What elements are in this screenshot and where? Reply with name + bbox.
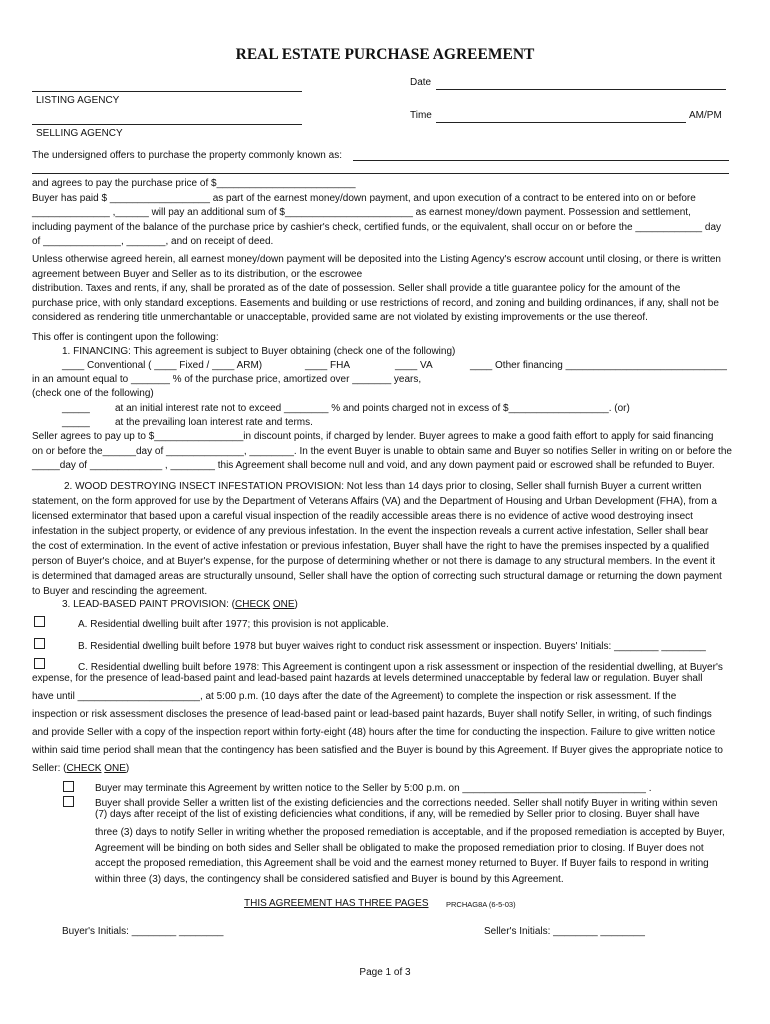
lead-line: have until ______________________, at 5:00 p.m. (10 days after the date of the Agreement) to complete the inspection or risk assessment. If the xyxy=(32,691,677,702)
property-label: The undersigned offers to purchase the property commonly known as: xyxy=(32,150,342,161)
page-number: Page 1 of 3 xyxy=(359,967,411,978)
lead-option-c-paragraph xyxy=(32,688,732,778)
va-option[interactable]: ____ VA xyxy=(395,360,433,371)
check-one-label: (check one of the following) xyxy=(32,388,154,399)
property-field-2[interactable] xyxy=(32,173,729,174)
lead-option-c-line2: expense, for the presence of lead-based paint and lead-based paint hazards at levels determined unacceptable by federal law or regulation. Buyer shall xyxy=(32,673,703,684)
financing-line: Seller agrees to pay up to $________________in discount points, if charged by lender. Buyer agrees to make a good faith effort to apply for said financing xyxy=(32,431,714,442)
lead-option-a-text: A. Residential dwelling built after 1977; this provision is not applicable. xyxy=(78,619,389,630)
lead-option-c-line1: C. Residential dwelling built before 1978: This Agreement is contingent upon a risk assessment or inspection of the residential dwelling, at Buyer's xyxy=(78,662,723,673)
date-label: Date xyxy=(410,77,432,88)
amount-line: in an amount equal to _______ % of the purchase price, amortized over _______ years, xyxy=(32,374,422,385)
lead-line: inspection or risk assessment discloses the presence of lead-based paint or lead-based paint hazards, Buyer shall notify Seller, in writing, of such findings xyxy=(32,709,712,720)
deficiency-line2: (7) days after receipt of the list of existing deficiencies what conditions, if any, will be remedied by Seller prior to closing. Buyer shall have xyxy=(95,809,700,820)
terminate-option-checkbox[interactable] xyxy=(63,781,74,792)
lead-option-c-checkbox[interactable] xyxy=(34,658,45,669)
lead-check-word: CHECK xyxy=(66,763,102,774)
deficiency-line: Agreement will be binding on both sides and Seller shall be obligated to make the proposed remediation prior to closing. If Buyer does not xyxy=(95,842,704,854)
conventional-option[interactable]: ____ Conventional ( ____ Fixed / ____ ARM) xyxy=(62,360,263,371)
lead-line: within said time period shall mean that the contingency has been satisfied and the Buyer is bound by this Agreement. If Buyer gives the appropriate notice to xyxy=(32,745,723,756)
wood-line: statement, on the form approved for use by the Department of Veterans Affairs (VA) and the Department of Housing and Urban Development (FHA), from a xyxy=(32,496,717,507)
wood-line: to Buyer and rescinding the agreement. xyxy=(32,586,208,597)
ampm-label: AM/PM xyxy=(689,110,722,121)
other-financing-option[interactable]: ____ Other financing _____________________________ xyxy=(470,360,727,371)
deficiency-line: accept the proposed remediation, this Agreement shall be void and the earnest money returned to Buyer. If Buyer fails to respond in writing xyxy=(95,858,709,869)
wood-line: infestation in the subject property, or evidence of any previous infestation. In the event the inspection reveals a current active infestation, Seller shall bear xyxy=(32,526,709,537)
prevailing-option-blank[interactable]: _____ xyxy=(62,417,90,428)
price-line: and agrees to pay the purchase price of $_________________________ xyxy=(32,178,356,189)
fha-option[interactable]: ____ FHA xyxy=(305,360,351,371)
escrow-line: purchase price, with only standard exceptions. Easements and building or use restrictions of record, and zoning and building ordinances, if any, shall not be xyxy=(32,297,719,309)
deficiency-option-checkbox[interactable] xyxy=(63,796,74,807)
escrow-paragraph xyxy=(32,253,732,326)
rate-option-blank[interactable]: _____ xyxy=(62,403,90,414)
lead-check-close: ) xyxy=(125,763,130,774)
lead-line: and provide Seller with a copy of the inspection report within forty-eight (48) hours after the time for conducting the inspection. Failure to give written notice xyxy=(32,727,716,738)
deficiency-line: three (3) days to notify Seller in writing whether the proposed remediation is acceptable, and if the proposed remediation is accepted by Buyer, xyxy=(95,827,725,838)
escrow-line: considered as rendering title unmerchantable or unacceptable, provided same are not violated by existing improvements or the use thereof. xyxy=(32,312,648,323)
date-field[interactable] xyxy=(436,89,726,90)
lead-option-b-text: B. Residential dwelling built before 1978 but buyer waives right to conduct risk assessment or inspection. Buyers' Initials: ________ ________ xyxy=(78,641,706,652)
deficiency-line: within three (3) days, the contingency shall be considered satisfied and Buyer is bound by this Agreement. xyxy=(95,873,564,885)
listing-agency-field[interactable] xyxy=(32,91,302,92)
escrow-line: distribution. Taxes and rents, if any, shall be prorated as of the date of possession. Seller shall provide a title guarantee policy for the amount of the xyxy=(32,283,681,294)
lead-heading-check: CHECK xyxy=(235,599,271,610)
lead-one-word: ONE xyxy=(104,763,126,774)
form-code: PRCHAG8A (6-5-03) xyxy=(446,900,516,909)
wood-line: the cost of extermination. In the event of active infestation or previous infestation, Buyer shall have the right to have the premises inspected by a qualified xyxy=(32,541,710,552)
buyer-initials[interactable]: Buyer's Initials: ________ ________ xyxy=(62,926,224,937)
contingency-intro: This offer is contingent upon the following: xyxy=(32,332,219,343)
listing-agency-label: LISTING AGENCY xyxy=(36,95,120,106)
property-field[interactable] xyxy=(353,160,729,161)
seller-initials[interactable]: Seller's Initials: ________ ________ xyxy=(484,926,645,937)
financing-heading: 1. FINANCING: This agreement is subject to Buyer obtaining (check one of the following) xyxy=(62,346,456,357)
wood-line: person of Buyer's choice, and at Buyer's expense, for the purpose of determining whether or not there is damage to any structural members. In the event it xyxy=(32,556,716,567)
additional-line: ______________ ,______ will pay an additional sum of $_______________________ as earnest money/down payment. Possession and settlement, xyxy=(32,207,691,218)
wood-line: is determined that damaged areas are structurally unsound, Seller shall have the option of correcting such structural damage or returning the down payment xyxy=(32,571,722,582)
time-field[interactable] xyxy=(436,122,686,123)
document-title: REAL ESTATE PURCHASE AGREEMENT xyxy=(235,46,535,63)
lead-option-b-checkbox[interactable] xyxy=(34,638,45,649)
deficiency-line1: Buyer shall provide Seller a written list of the existing deficiencies and the corrections needed. Seller shall notify Buyer in writing within seven xyxy=(95,798,718,809)
time-label: Time xyxy=(410,110,432,121)
financing-line: _____day of _____________ , ________ this Agreement shall become null and void, and any down payment paid or escrowed shall be refunded to Buyer. xyxy=(32,460,715,471)
lead-heading-close: ) xyxy=(294,599,298,610)
escrow-line: Unless otherwise agreed herein, all earnest money/down payment will be deposited into the Listing Agency's escrow account until closing, or there is written xyxy=(32,254,721,265)
lead-heading xyxy=(62,599,298,610)
lead-heading-text: 3. LEAD-BASED PAINT PROVISION: ( xyxy=(62,599,236,610)
wood-line: 2. WOOD DESTROYING INSECT INFESTATION PROVISION: Not less than 14 days prior to closing, Seller shall furnish Buyer a current written xyxy=(64,481,702,492)
selling-agency-label: SELLING AGENCY xyxy=(36,128,123,139)
offer-paragraph xyxy=(32,177,732,250)
lead-heading-one: ONE xyxy=(272,599,295,610)
wood-line: licensed exterminator that based upon a careful visual inspection of the readily accessible areas there is no evidence of active wood destroying insect xyxy=(32,511,693,522)
selling-agency-field[interactable] xyxy=(32,124,302,125)
prevailing-option-text: at the prevailing loan interest rate and terms. xyxy=(115,417,313,428)
financing-paragraph xyxy=(32,430,732,474)
wood-insect-paragraph xyxy=(32,479,732,599)
deficiency-paragraph xyxy=(95,825,725,887)
rate-option-text: at an initial interest rate not to exceed ________ % and points charged not in excess of $__________________. (or) xyxy=(115,403,630,414)
buyer-paid-line: Buyer has paid $ __________________ as part of the earnest money/down payment, and upon execution of a contract to be entered into on or before xyxy=(32,192,696,204)
settlement-line: including payment of the balance of the purchase price by cashier's check, certified funds, or the equivalent, shall occur on or before the ____________ day xyxy=(32,221,722,233)
deed-line: of ______________, _______, and on receipt of deed. xyxy=(32,236,274,247)
lead-check-text: Seller: ( xyxy=(32,763,67,774)
financing-line: on or before the______day of ______________, ________. In the event Buyer is unable to obtain same and Buyer so notifies Seller in writing on or before the xyxy=(32,445,732,457)
lead-check-one-line xyxy=(32,760,732,778)
three-pages-notice: THIS AGREEMENT HAS THREE PAGES xyxy=(244,898,429,909)
terminate-option-text: Buyer may terminate this Agreement by written notice to the Seller by 5:00 p.m. on _________________________________ . xyxy=(95,783,652,794)
lead-option-a-checkbox[interactable] xyxy=(34,616,45,627)
escrow-line: agreement between Buyer and Seller as to its distribution, or the escrowee xyxy=(32,268,363,280)
